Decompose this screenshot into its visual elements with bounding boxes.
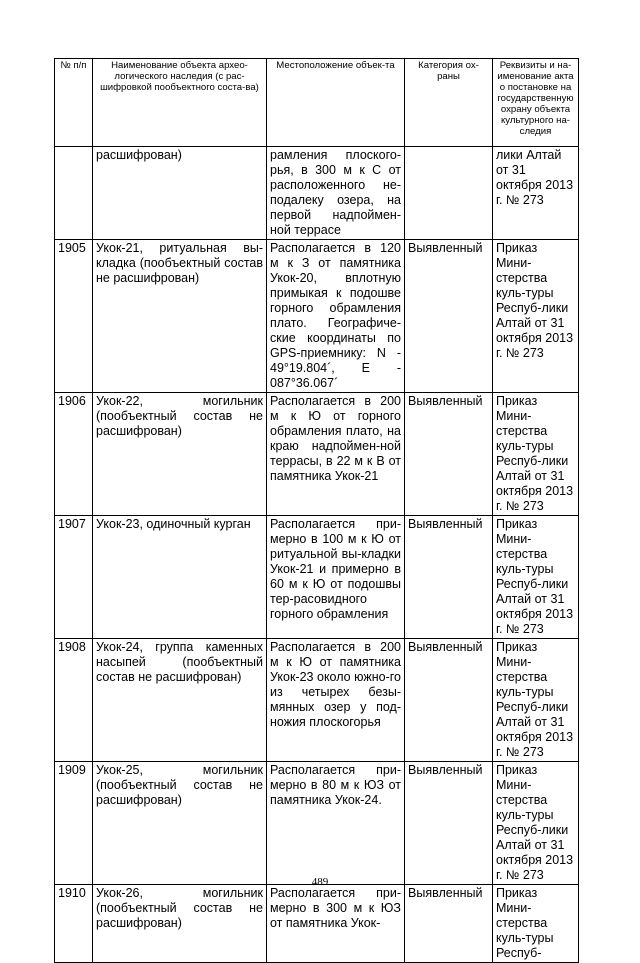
cell-act: Приказ Мини-стерства куль-туры Респуб-лики Алтай от 31 октября 2013 г. № 273 bbox=[493, 393, 579, 516]
cell-category: Выявленный bbox=[405, 639, 493, 762]
cell-location: Располагается в 200 м к Ю от горного обрамления плато, на краю надпоймен-ной террасы, в 22 м к В от памятника Укок-21 bbox=[267, 393, 405, 516]
cell-object-name: Укок-22, могильник (пообъектный состав не расшифрован) bbox=[93, 393, 267, 516]
cell-location: рамления плоского-рья, в 300 м к С от расположенного не-подалеку озера, на первой надпоймен-ной террасе bbox=[267, 147, 405, 240]
table-row bbox=[55, 516, 579, 639]
cell-object-name: Укок-21, ритуальная вы-кладка (пообъектный состав не расшифрован) bbox=[93, 240, 267, 393]
cell-object-name: Укок-26, могильник (пообъектный состав не расшифрован) bbox=[93, 885, 267, 963]
table-header-row bbox=[55, 59, 579, 147]
cell-location: Располагается при-мерно в 300 м к ЮЗ от памятника Укок- bbox=[267, 885, 405, 963]
page-number: 489 bbox=[311, 876, 329, 888]
cell-act: Приказ Мини-стерства куль-туры Респуб-лики Алтай от 31 октября 2013 г. № 273 bbox=[493, 639, 579, 762]
cell-category: Выявленный bbox=[405, 516, 493, 639]
header-location: Местоположение объек-та bbox=[267, 59, 405, 147]
table-row bbox=[55, 762, 579, 885]
cell-object-name: расшифрован) bbox=[93, 147, 267, 240]
cell-location: Располагается при-мерно в 80 м к ЮЗ от памятника Укок-24. bbox=[267, 762, 405, 885]
cell-number: 1909 bbox=[55, 762, 93, 885]
cell-category: Выявленный bbox=[405, 240, 493, 393]
cell-location: Располагается при-мерно в 100 м к Ю от ритуальной вы-кладки Укок-21 и примерно в 60 м к Ю от подошвы тер-расовидного горного обрамления bbox=[267, 516, 405, 639]
table-row bbox=[55, 639, 579, 762]
cell-number: 1905 bbox=[55, 240, 93, 393]
cell-category bbox=[405, 147, 493, 240]
cell-act: Приказ Мини-стерства куль-туры Респуб-лики Алтай от 31 октября 2013 г. № 273 bbox=[493, 762, 579, 885]
table-row-continuation bbox=[55, 147, 579, 240]
cell-category: Выявленный bbox=[405, 762, 493, 885]
cell-number: 1907 bbox=[55, 516, 93, 639]
cell-number: 1910 bbox=[55, 885, 93, 963]
cell-category: Выявленный bbox=[405, 393, 493, 516]
heritage-register-table bbox=[54, 58, 579, 963]
cell-act: Приказ Мини-стерства куль-туры Респуб-лики Алтай от 31 октября 2013 г. № 273 bbox=[493, 516, 579, 639]
cell-location: Располагается в 120 м к З от памятника Укок-20, вплотную примыкая к подошве горного обрамления плато. Географиче-ские координаты по GPS-приемнику: N - 49°19.804´, E - 087°36.067´ bbox=[267, 240, 405, 393]
cell-number bbox=[55, 147, 93, 240]
cell-location: Располагается в 200 м к Ю от памятника Укок-23 около южно-го из четырех безы-мянных озер у под-ножия плоскогорья bbox=[267, 639, 405, 762]
cell-number: 1908 bbox=[55, 639, 93, 762]
cell-act: Приказ Мини-стерства куль-туры Респуб- bbox=[493, 885, 579, 963]
cell-object-name: Укок-25, могильник (пообъектный состав не расшифрован) bbox=[93, 762, 267, 885]
header-object-name: Наименование объекта архео-логического наследия (с рас-шифровкой пообъектного соста-ва) bbox=[93, 59, 267, 147]
cell-category: Выявленный bbox=[405, 885, 493, 963]
cell-act: лики Алтай от 31 октября 2013 г. № 273 bbox=[493, 147, 579, 240]
cell-object-name: Укок-24, группа каменных насыпей (пообъектный состав не расшифрован) bbox=[93, 639, 267, 762]
cell-object-name: Укок-23, одиночный курган bbox=[93, 516, 267, 639]
header-act: Реквизиты и на-именование акта о постановке на государственную охрану объекта культурного на-следия bbox=[493, 59, 579, 147]
cell-act: Приказ Мини-стерства куль-туры Респуб-лики Алтай от 31 октября 2013 г. № 273 bbox=[493, 240, 579, 393]
table-row bbox=[55, 393, 579, 516]
header-number: № п/п bbox=[55, 59, 93, 147]
table-row bbox=[55, 885, 579, 963]
cell-number: 1906 bbox=[55, 393, 93, 516]
table-row bbox=[55, 240, 579, 393]
header-category: Категория ох-раны bbox=[405, 59, 493, 147]
